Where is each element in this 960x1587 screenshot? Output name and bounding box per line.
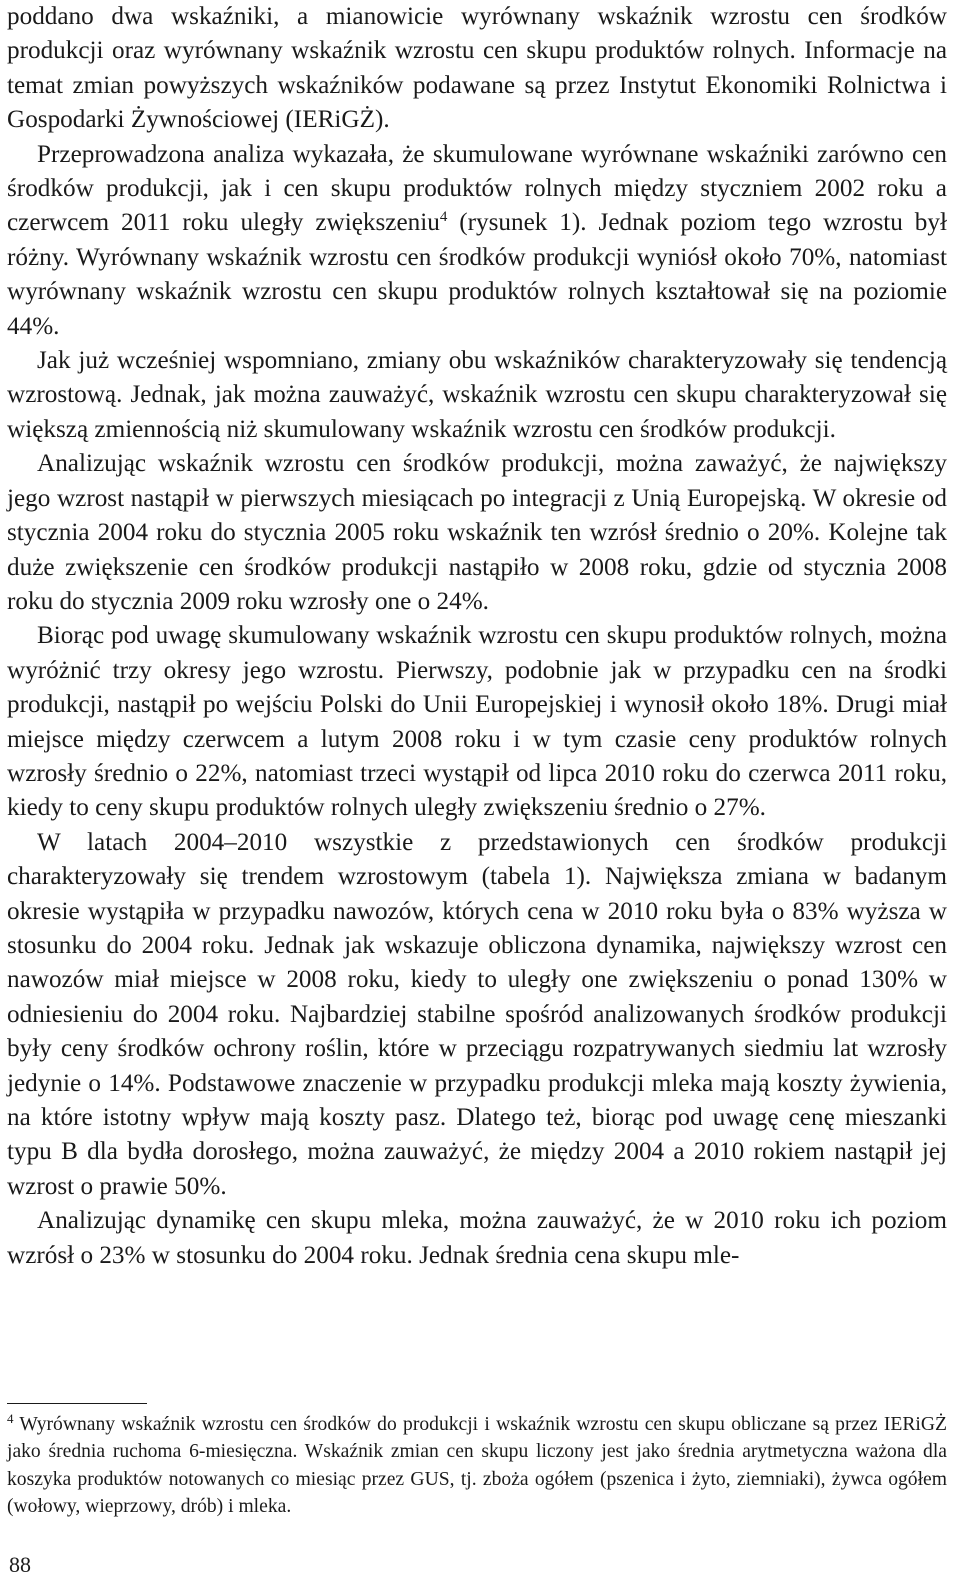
paragraph-2004-2010: W latach 2004–2010 wszystkie z przedstawionych cen środków produkcji charakteryzowały się trendem wzrostowym (tabela 1). Największa zmiana w badanym okresie wystąpiła w przypadku nawozów, których cena w 2010 roku była o 83% wyższa w stosunku do 2004 roku. Jednak jak wskazuje obliczona dynamika, największy wzrost cen nawozów miał miejsce w 2008 roku, kiedy to uległy one zwiększeniu o ponad 130% w odniesieniu do 2004 roku. Najbardziej stabilne spośród analizowanych środków produkcji były ceny środków ochrony roślin, które w przeciągu rozpatrywanych siedmiu lat wzrosły jedynie o 14%. Podstawowe znaczenie w przypadku produkcji mleka mają koszty żywienia, na które istotny wpływ mają koszty pasz. Dlatego też, biorąc pod uwagę cenę mieszanki typu B dla bydła dorosłego, można zauważyć, że między 2004 a 2010 rokiem nastąpił jej wzrost o prawie 50%. [7, 828, 947, 1200]
main-text [7, 0, 947, 1273]
paragraph-analysis-text: Przeprowadzona analiza wykazała, że skumulowane wyrównane wskaźniki zarówno cen środków produkcji, jak i cen skupu produktów rolnych między styczniem 2002 roku a czerwcem 2011 roku uległy zwiększeniu [7, 140, 947, 237]
footnote-text: Wyrównany wskaźnik wzrostu cen środków do produkcji i wskaźnik wzrostu cen skupu obliczane są przez IERiGŻ jako średnia ruchoma 6-miesięczna. Wskaźnik zmian cen skupu liczony jest jako średnia arytmetyczna ważona dla koszyka produktów notowanych co miesiąc przez GUS, tj. zboża ogółem (pszenica i żyto, ziemniaki), żywca ogółem (wołowy, wieprzowy, drób) i mleka. [7, 1414, 947, 1518]
footnote-mark: 4 [7, 1411, 14, 1426]
footnote-reference: 4 [439, 209, 448, 226]
footnote-separator [7, 1403, 147, 1404]
paragraph-analysis-results [7, 138, 947, 344]
paragraph-production-means: Analizując wskaźnik wzrostu cen środków produkcji, można zaważyć, że największy jego wzrost nastąpił w pierwszych miesiącach po integracji z Unią Europejską. W okresie od stycznia 2004 roku do stycznia 2005 roku wskaźnik ten wzrósł średnio o 20%. Kolejne tak duże zwiększenie cen środków produkcji nastąpiło w 2008 roku, gdzie od stycznia 2008 roku do stycznia 2009 roku wzrosły one o 24%. [7, 450, 947, 615]
paragraph-purchase-prices: Biorąc pod uwagę skumulowany wskaźnik wzrostu cen skupu produktów rolnych, można wyróżnić trzy okresy jego wzrostu. Pierwszy, podobnie jak w przypadku cen na środki produkcji, nastąpił po wejściu Polski do Unii Europejskiej i wynosił około 18%. Drugi miał miejsce między czerwcem a lutym 2008 roku i w tym czasie ceny produktów rolnych wzrosły średnio o 22%, natomiast trzeci wystąpił od lipca 2010 roku do czerwca 2011 roku, kiedy to ceny skupu produktów rolnych uległy zwiększeniu średnio o 27%. [7, 622, 947, 822]
page-number: 88 [9, 1552, 31, 1577]
paragraph-analysis-continuation: (rysunek 1). Jednak poziom tego wzrostu był różny. Wyrównany wskaźnik wzrostu cen środków produkcji wyniósł około 70%, natomiast wyrównany wskaźnik wzrostu cen skupu produktów rolnych kształtował się na poziomie 44%. [7, 209, 947, 340]
footnote [7, 1411, 947, 1521]
paragraph-trend: Jak już wcześniej wspomniano, zmiany obu wskaźników charakteryzowały się tendencją wzrostową. Jednak, jak można zauważyć, wskaźnik wzrostu cen skupu charakteryzował się większą zmiennością niż skumulowany wskaźnik wzrostu cen środków produkcji. [7, 347, 947, 443]
paragraph-milk-prices: Analizując dynamikę cen skupu mleka, można zauważyć, że w 2010 roku ich poziom wzrósł o 23% w stosunku do 2004 roku. Jednak średnia cena skupu mle- [7, 1207, 947, 1269]
paragraph-indicators-intro: poddano dwa wskaźniki, a mianowicie wyrównany wskaźnik wzrostu cen środków produkcji oraz wyrównany wskaźnik wzrostu cen skupu produktów rolnych. Informacje na temat zmian powyższych wskaźników podawane są przez Instytut Ekonomiki Rolnictwa i Gospodarki Żywnościowej (IERiGŻ). [7, 3, 947, 134]
